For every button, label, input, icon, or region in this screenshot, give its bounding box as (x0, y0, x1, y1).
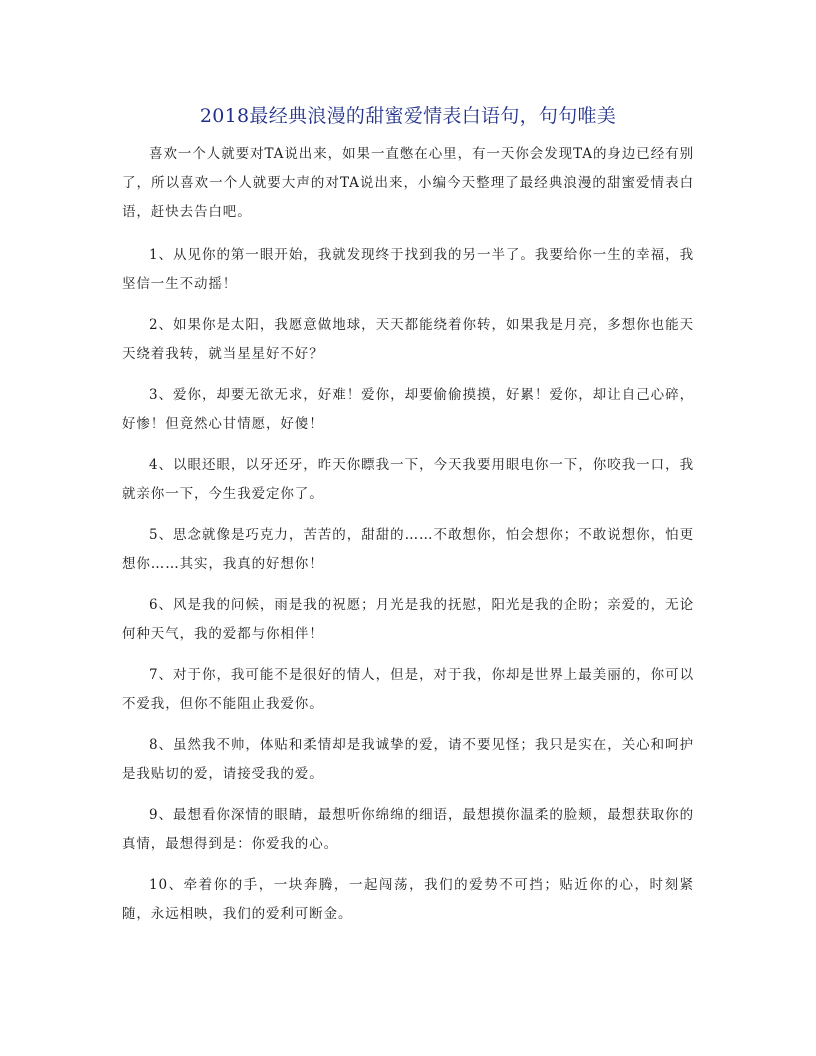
love-quote-9: 9、最想看你深情的眼睛，最想听你绵绵的细语，最想摸你温柔的脸颊，最想获取你的真情，最想得到是：你爱我的心。 (122, 807, 694, 852)
love-quote-1: 1、从见你的第一眼开始，我就发现终于找到我的另一半了。我要给你一生的幸福，我坚信一生不动摇！ (122, 247, 694, 292)
love-quote-8: 8、虽然我不帅，体贴和柔情却是我诚挚的爱，请不要见怪；我只是实在，关心和呵护是我贴切的爱，请接受我的爱。 (122, 737, 694, 782)
love-quote-4: 4、以眼还眼，以牙还牙，昨天你瞟我一下，今天我要用眼电你一下，你咬我一口，我就亲你一下，今生我爱定你了。 (122, 457, 694, 502)
love-quote-2: 2、如果你是太阳，我愿意做地球，天天都能绕着你转，如果我是月亮，多想你也能天天绕着我转，就当星星好不好？ (122, 317, 694, 362)
document-body (122, 140, 694, 941)
document-title: 2018最经典浪漫的甜蜜爱情表白语句，句句唯美 (199, 105, 617, 127)
love-quote-10: 10、牵着你的手，一块奔腾，一起闯荡，我们的爱势不可挡；贴近你的心，时刻紧随，永远相映，我们的爱利可断金。 (122, 877, 694, 922)
intro-paragraph: 喜欢一个人就要对TA说出来，如果一直憋在心里，有一天你会发现TA的身边已经有别了，所以喜欢一个人就要大声的对TA说出来，小编今天整理了最经典浪漫的甜蜜爱情表白语，赶快去告白吧。 (122, 146, 694, 220)
love-quote-7: 7、对于你，我可能不是很好的情人，但是，对于我，你却是世界上最美丽的，你可以不爱我，但你不能阻止我爱你。 (122, 667, 694, 712)
love-quote-6: 6、风是我的问候，雨是我的祝愿；月光是我的抚慰，阳光是我的企盼；亲爱的，无论何种天气，我的爱都与你相伴！ (122, 597, 694, 642)
love-quote-3: 3、爱你，却要无欲无求，好难！爱你，却要偷偷摸摸，好累！爱你，却让自己心碎，好惨！但竟然心甘情愿，好傻！ (122, 387, 694, 432)
love-quote-5: 5、思念就像是巧克力，苦苦的，甜甜的……不敢想你，怕会想你；不敢说想你，怕更想你……其实，我真的好想你！ (122, 527, 694, 572)
